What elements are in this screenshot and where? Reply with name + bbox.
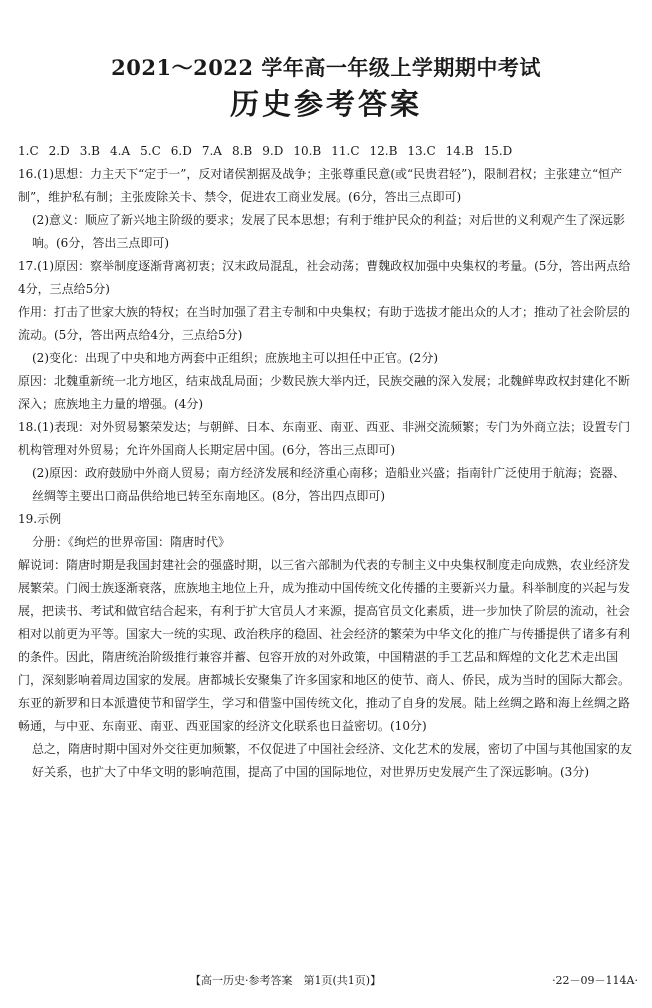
mc-answer: 14.B: [445, 144, 474, 158]
q17-part2: (2)变化：出现了中央和地方两套中正组织；庶族地主可以担任中正官。(2分): [32, 351, 438, 365]
mc-answer: 6.D: [170, 144, 192, 158]
q16-part2: (2)意义：顺应了新兴地主阶级的要求；发展了民本思想；有利于维护民众的利益；对后世的义利观产生了深远影响。(6分，答出三点即可): [32, 213, 626, 250]
mc-answer: 15.D: [483, 144, 513, 158]
q19-volume: 分册：《绚烂的世界帝国：隋唐时代》: [32, 535, 231, 549]
q19-label: 19.示例: [18, 512, 62, 526]
answer-body: [18, 140, 636, 784]
mc-answer: 4.A: [110, 144, 131, 158]
mc-answer: 3.B: [79, 144, 100, 158]
q17-part1: 17.(1)原因：察举制度逐渐背离初衷；汉末政局混乱，社会动荡；曹魏政权加强中央集权的考量。(5分，答出两点给4分，三点给5分): [18, 259, 631, 296]
exam-title: 2021～2022 学年高一年级上学期期中考试: [111, 55, 541, 80]
q17-effect: 作用：打击了世家大族的特权；在当时加强了君主专制和中央集权；有助于选拔才能出众的人才；推动了社会阶层的流动。(5分，答出两点给4分，三点给5分): [18, 305, 631, 342]
q19-summary: 总之，隋唐时期中国对外交往更加频繁，不仅促进了中国社会经济、文化艺术的发展，密切了中国与其他国家的友好关系，也扩大了中华文明的影响范围，提高了中国的国际地位，对世界历史发展产生了深远影响。(3分): [32, 742, 633, 779]
page-title: 历史参考答案: [229, 87, 422, 121]
mc-answer: 7.A: [201, 144, 222, 158]
mc-answer: 9.D: [262, 144, 284, 158]
q19-explanation: 解说词：隋唐时期是我国封建社会的强盛时期，以三省六部制为代表的专制主义中央集权制度走向成熟，农业经济发展繁荣。门阀士族逐渐衰落，庶族地主地位上升，成为推动中国传统文化传播的主要新兴力量。科举制度的兴起与发展，把读书、考试和做官结合起来，有利于扩大官员人才来源，提高官员文化素质，进一步加快了阶层的流动，社会相对以前更为平等。国家大一统的实现、政治秩序的稳固、社会经济的繁荣为中华文化的推广与传播提供了诸多有利的条件。因此，隋唐统治阶级推行兼容并蓄、包容开放的对外政策，中国精湛的手工艺品和辉煌的文化艺术走出国门，深刻影响着周边国家的发展。唐都城长安聚集了许多国家和地区的使节、商人、侨民，成为当时的国际大都会。东亚的新罗和日本派遣使节和留学生，学习和借鉴中国传统文化，推动了自身的发展。陆上丝绸之路和海上丝绸之路畅通，与中亚、东南亚、南亚、西亚国家的经济文化联系也日益密切。(10分): [18, 558, 631, 733]
q17-reason: 原因：北魏重新统一北方地区，结束战乱局面；少数民族大举内迁，民族交融的深入发展；北魏鲜卑政权封建化不断深入；庶族地主力量的增强。(4分): [18, 374, 631, 411]
mc-answer: 13.C: [407, 144, 436, 158]
mc-answer: 12.B: [369, 144, 398, 158]
footer-code: ·22－09－114A·: [552, 974, 638, 987]
mc-answer: 11.C: [331, 144, 360, 158]
multiple-choice-answers: [18, 140, 636, 163]
q16-part1: 16.(1)思想：力主天下“定于一”，反对诸侯割据及战争；主张尊重民意(或“民贵君轻”)，限制君权；主张建立“恒产制”，维护私有制；主张废除关卡、禁令，促进农工商业发展。(6分，答出三点即可): [18, 167, 623, 204]
mc-answer: 8.B: [231, 144, 253, 158]
q18-part2: (2)原因：政府鼓励中外商人贸易；南方经济发展和经济重心南移；造船业兴盛；指南针广泛使用于航海；瓷器、丝绸等主要出口商品供给地已转至东南地区。(8分，答出四点即可): [32, 466, 626, 503]
mc-answer: 5.C: [140, 144, 161, 158]
mc-answer: 2.D: [48, 144, 70, 158]
mc-answer: 10.B: [293, 144, 322, 158]
footer-page-info: 【高一历史·参考答案 第1页(共1页)】: [190, 974, 382, 987]
mc-answer: 1.C: [18, 144, 39, 158]
q18-part1: 18.(1)表现：对外贸易繁荣发达；与朝鲜、日本、东南亚、南亚、西亚、非洲交流频繁；专门为外商立法；设置专门机构管理对外贸易；允许外国商人长期定居中国。(6分，答出三点即可): [18, 420, 631, 457]
